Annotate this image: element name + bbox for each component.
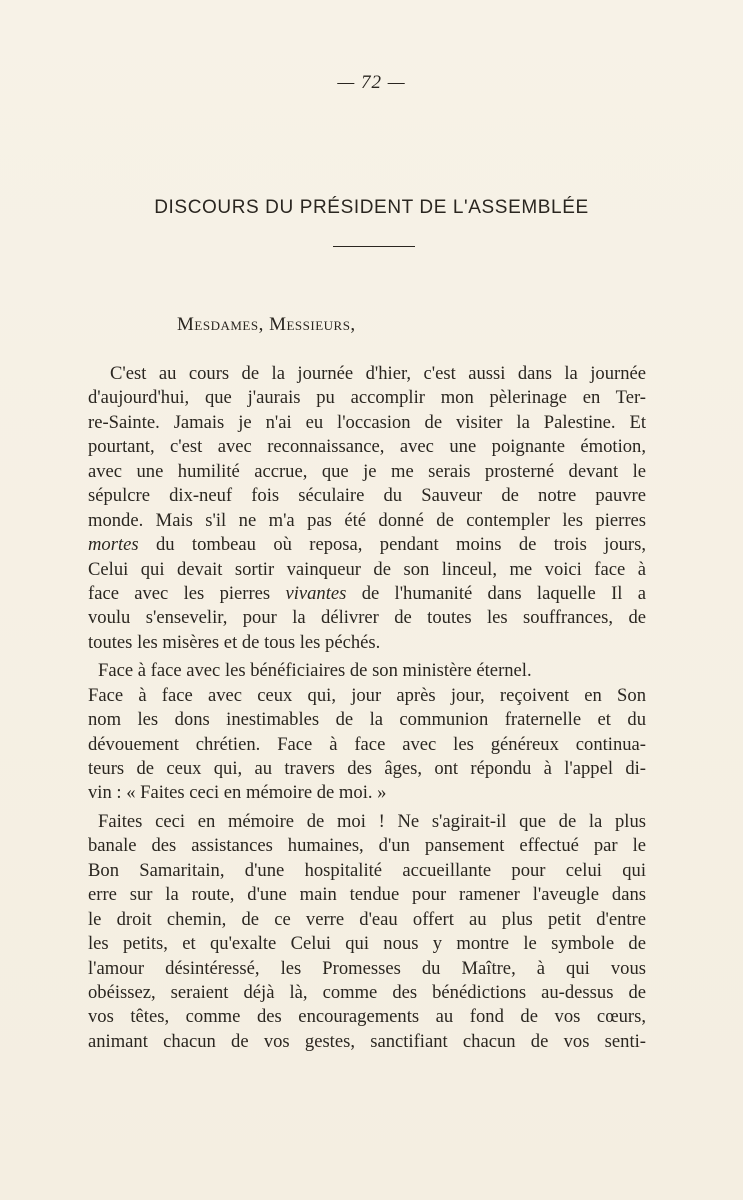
text-line: Face à face avec ceux qui, jour après jour, reçoivent en Son <box>88 684 646 706</box>
text-line: obéissez, seraient déjà là, comme des bénédictions au-dessus de <box>88 981 646 1003</box>
body-text <box>88 362 646 1054</box>
text-line: sépulcre dix-neuf fois séculaire du Sauveur de notre pauvre <box>88 485 646 507</box>
text-line: animant chacun de vos gestes, sanctifiant chacun de vos senti- <box>88 1030 646 1052</box>
text-line: les petits, et qu'exalte Celui qui nous y montre le symbole de <box>88 933 646 955</box>
text-line: voulu s'ensevelir, pour la délivrer de toutes les souffrances, de <box>88 607 646 629</box>
text-fragment: du tombeau où reposa, pendant moins de trois jours, <box>138 534 646 556</box>
text-line: C'est au cours de la journée d'hier, c'est aussi dans la journée <box>110 363 646 384</box>
text-line: banale des assistances humaines, d'un pansement effectué par le <box>88 835 646 857</box>
text-line: nom les dons inestimables de la communion fraternelle et du <box>88 709 646 731</box>
text-line: teurs de ceux qui, au travers des âges, ont répondu à l'appel di- <box>88 758 646 779</box>
text-line: toutes les misères et de tous les péchés. <box>88 631 381 653</box>
text-line: Bon Samaritain, d'une hospitalité accueillante pour celui qui <box>88 859 646 881</box>
italic-word: mortes <box>88 534 139 556</box>
title-rule <box>333 246 415 247</box>
text-line: vin : « Faites ceci en mémoire de moi. » <box>88 782 387 804</box>
text-line: monde. Mais s'il ne m'a pas été donné de contempler les pierres <box>88 509 646 531</box>
text-line: re-Sainte. Jamais je n'ai eu l'occasion de visiter la Palestine. Et <box>88 411 646 433</box>
text-line: le droit chemin, de ce verre d'eau offert au plus petit d'entre <box>88 908 646 930</box>
text-line: Celui qui devait sortir vainqueur de son linceul, me voici face à <box>88 558 646 580</box>
text-line: l'amour désintéressé, les Promesses du Maître, à qui vous <box>88 957 646 979</box>
text-line: avec une humilité accrue, que je me serais prosterné devant le <box>88 460 646 482</box>
text-line: erre sur la route, d'une main tendue pour ramener l'aveugle dans <box>88 884 646 906</box>
text-line: dévouement chrétien. Face à face avec les généreux continua- <box>88 733 646 755</box>
text-line: pourtant, c'est avec reconnaissance, avec une poignante émotion, <box>88 436 646 458</box>
page-number: — 72 — <box>337 72 406 93</box>
page-title: DISCOURS DU PRÉSIDENT DE L'ASSEMBLÉE <box>154 197 589 218</box>
text-line: Faites ceci en mémoire de moi ! Ne s'agirait-il que de la plus <box>98 810 646 832</box>
text-line <box>88 533 646 557</box>
text-line <box>88 582 646 606</box>
text-line: vos têtes, comme des encouragements au fond de vos cœurs, <box>88 1006 646 1028</box>
text-fragment: face avec les pierres <box>88 582 286 604</box>
text-line: Face à face avec les bénéficiaires de son ministère éternel. <box>98 660 532 682</box>
text-line: d'aujourd'hui, que j'aurais pu accomplir mon pèlerinage en Ter- <box>88 387 646 409</box>
salutation: Mesdames, Messieurs, <box>177 314 356 335</box>
italic-word: vivantes <box>285 582 347 604</box>
text-fragment: de l'humanité dans laquelle Il a <box>346 582 646 604</box>
